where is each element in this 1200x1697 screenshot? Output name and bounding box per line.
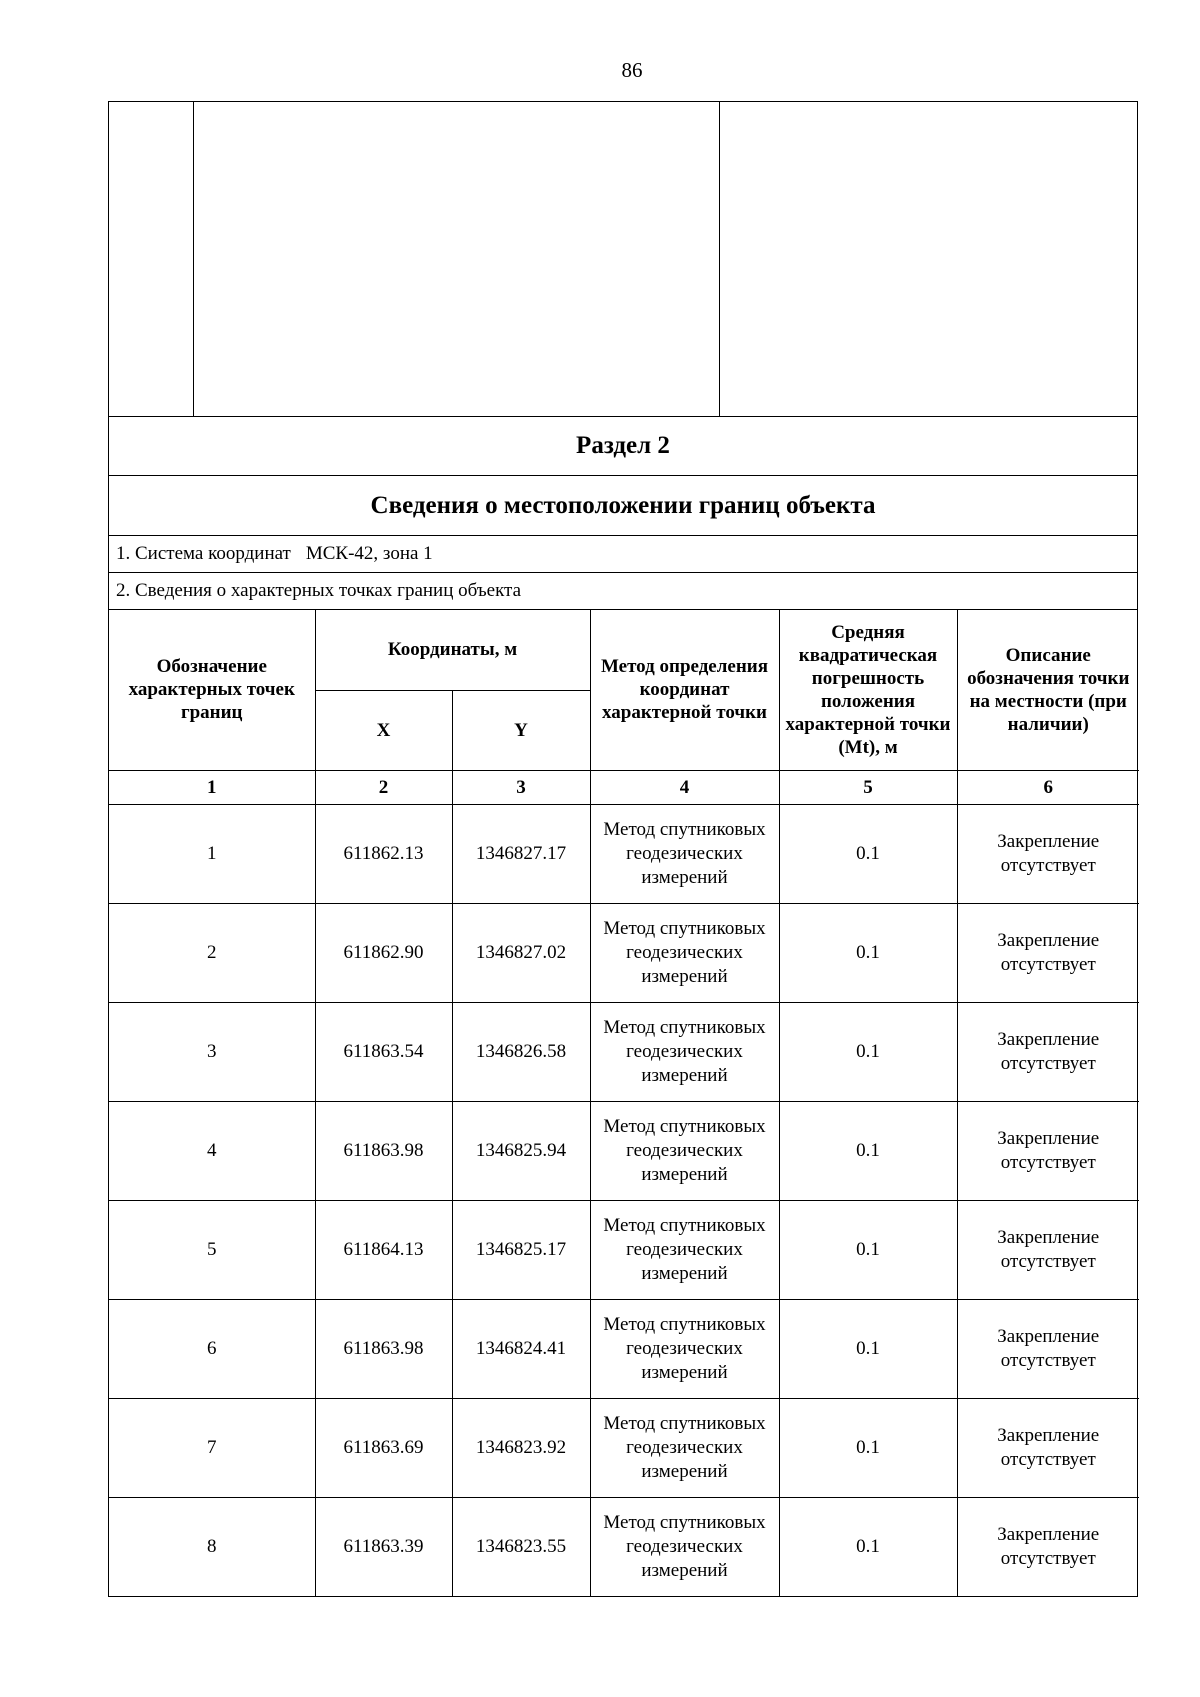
point-number: 3 <box>109 1002 315 1101</box>
description: Закрепление отсутствует <box>957 1200 1139 1299</box>
error: 0.1 <box>779 1497 957 1596</box>
header-x: X <box>315 690 452 770</box>
boundary-points-table <box>109 610 1139 1596</box>
page-number: 86 <box>621 58 643 82</box>
header-y: Y <box>452 690 590 770</box>
column-divider <box>719 102 720 416</box>
point-number: 6 <box>109 1299 315 1398</box>
description: Закрепление отсутствует <box>957 903 1139 1002</box>
table-row <box>109 1200 1139 1299</box>
method: Метод спутниковых геодезических измерений <box>590 1200 779 1299</box>
points-caption: 2. Сведения о характерных точках границ объекта <box>109 573 1137 610</box>
error: 0.1 <box>779 903 957 1002</box>
method: Метод спутниковых геодезических измерений <box>590 1398 779 1497</box>
table-row <box>109 1398 1139 1497</box>
coordinate-system-row <box>109 536 1137 573</box>
point-number: 8 <box>109 1497 315 1596</box>
point-number: 5 <box>109 1200 315 1299</box>
x-coordinate: 611862.90 <box>315 903 452 1002</box>
description: Закрепление отсутствует <box>957 804 1139 903</box>
table-row <box>109 1497 1139 1596</box>
description: Закрепление отсутствует <box>957 1299 1139 1398</box>
point-number: 2 <box>109 903 315 1002</box>
x-coordinate: 611862.13 <box>315 804 452 903</box>
y-coordinate: 1346823.55 <box>452 1497 590 1596</box>
method: Метод спутниковых геодезических измерений <box>590 1497 779 1596</box>
column-number: 2 <box>315 770 452 804</box>
coordinate-system-value: МСК-42, зона 1 <box>305 543 433 564</box>
header-error: Средняя квадратическая погрешность положения характерной точки (Mt), м <box>779 610 957 770</box>
x-coordinate: 611864.13 <box>315 1200 452 1299</box>
table-row <box>109 804 1139 903</box>
y-coordinate: 1346823.92 <box>452 1398 590 1497</box>
x-coordinate: 611863.54 <box>315 1002 452 1101</box>
method: Метод спутниковых геодезических измерений <box>590 1299 779 1398</box>
method: Метод спутниковых геодезических измерений <box>590 1002 779 1101</box>
y-coordinate: 1346826.58 <box>452 1002 590 1101</box>
method: Метод спутниковых геодезических измерений <box>590 804 779 903</box>
table-row <box>109 1002 1139 1101</box>
y-coordinate: 1346825.17 <box>452 1200 590 1299</box>
table-row <box>109 1101 1139 1200</box>
header-method: Метод определения координат характерной точки <box>590 610 779 770</box>
column-number: 5 <box>779 770 957 804</box>
column-divider <box>193 102 194 416</box>
point-number: 4 <box>109 1101 315 1200</box>
point-number: 1 <box>109 804 315 903</box>
y-coordinate: 1346824.41 <box>452 1299 590 1398</box>
error: 0.1 <box>779 1398 957 1497</box>
column-number: 3 <box>452 770 590 804</box>
column-number: 6 <box>957 770 1139 804</box>
description: Закрепление отсутствует <box>957 1398 1139 1497</box>
column-number: 1 <box>109 770 315 804</box>
y-coordinate: 1346827.17 <box>452 804 590 903</box>
method: Метод спутниковых геодезических измерений <box>590 1101 779 1200</box>
header-designation: Обозначение характерных точек границ <box>109 610 315 770</box>
error: 0.1 <box>779 804 957 903</box>
table-row <box>109 1299 1139 1398</box>
error: 0.1 <box>779 1299 957 1398</box>
description: Закрепление отсутствует <box>957 1101 1139 1200</box>
coordinate-system-label: 1. Система координат <box>116 543 291 564</box>
description: Закрепление отсутствует <box>957 1002 1139 1101</box>
previous-section-continuation <box>109 102 1137 417</box>
error: 0.1 <box>779 1101 957 1200</box>
section-subtitle: Сведения о местоположении границ объекта <box>109 476 1137 536</box>
x-coordinate: 611863.39 <box>315 1497 452 1596</box>
description: Закрепление отсутствует <box>957 1497 1139 1596</box>
section-title: Раздел 2 <box>109 417 1137 476</box>
y-coordinate: 1346825.94 <box>452 1101 590 1200</box>
x-coordinate: 611863.98 <box>315 1299 452 1398</box>
point-number: 7 <box>109 1398 315 1497</box>
header-description: Описание обозначения точки на местности (при наличии) <box>957 610 1139 770</box>
method: Метод спутниковых геодезических измерений <box>590 903 779 1002</box>
x-coordinate: 611863.98 <box>315 1101 452 1200</box>
table-row <box>109 903 1139 1002</box>
error: 0.1 <box>779 1200 957 1299</box>
column-number-row <box>109 770 1139 804</box>
x-coordinate: 611863.69 <box>315 1398 452 1497</box>
document-frame <box>108 101 1138 1597</box>
error: 0.1 <box>779 1002 957 1101</box>
header-coordinates: Координаты, м <box>315 610 590 690</box>
y-coordinate: 1346827.02 <box>452 903 590 1002</box>
column-number: 4 <box>590 770 779 804</box>
